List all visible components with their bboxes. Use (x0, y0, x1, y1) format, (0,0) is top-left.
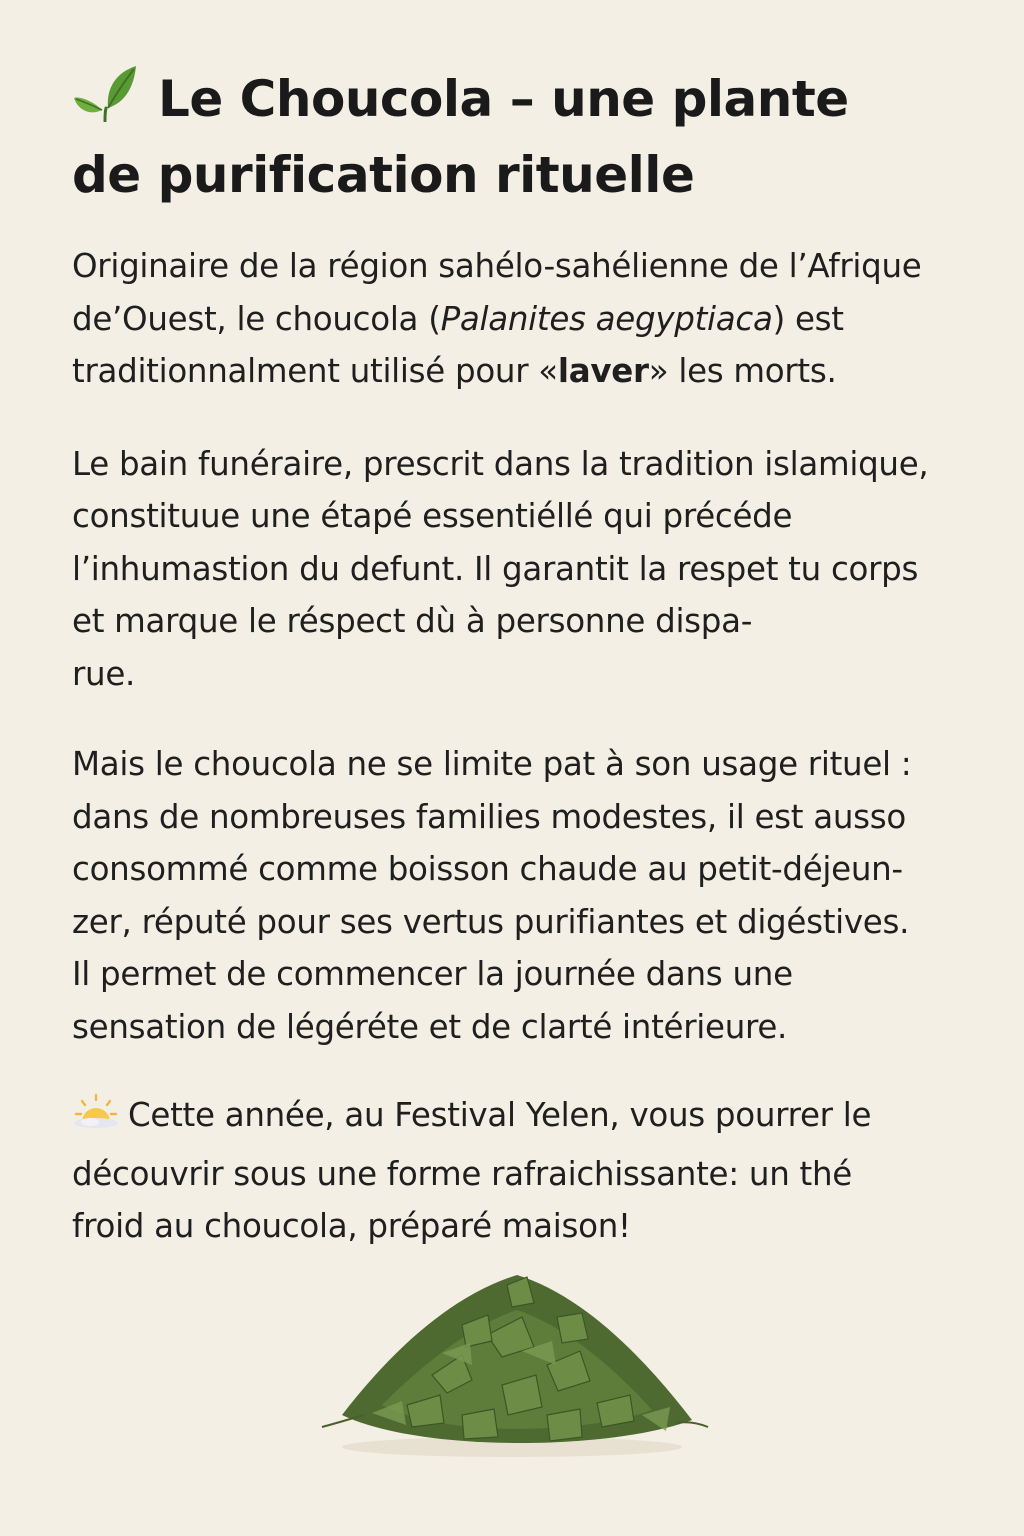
text-line: rue. (72, 654, 136, 693)
text-line (72, 293, 972, 346)
text-line: Originaire de la région sahélo-sahélienne de l’Afrique (72, 247, 922, 285)
emphasis-word: laver (557, 352, 649, 390)
text-line: sensation de légéréte et de clarté intérieure. (72, 1007, 788, 1046)
intro-paragraph (72, 240, 972, 398)
text-line: constituue une étapé essentiéllé qui précéde (72, 497, 793, 535)
text-line: Mais le choucola ne se limite pat à son usage rituel : (72, 745, 912, 783)
text-line (72, 345, 972, 398)
scientific-name: Palanites aegyptiaca (440, 299, 773, 338)
text-line: l’inhumastion du defunt. Il garantit la respet tu corps (72, 549, 919, 588)
leaf-icon (72, 64, 138, 140)
text-span: » les morts. (648, 352, 837, 390)
text-line: froid au choucola, préparé maison! (72, 1207, 631, 1245)
festival-paragraph (72, 1089, 972, 1253)
daily-use-paragraph (72, 738, 972, 1053)
text-line (72, 1089, 972, 1148)
funeral-paragraph (72, 438, 972, 701)
text-line: et marque le réspect dù à personne dispa- (72, 602, 753, 640)
text-span: traditionnalment utilisé pour « (72, 352, 558, 390)
title-line-1 (72, 64, 972, 140)
leaf-pile-drawing (312, 1255, 712, 1465)
text-line: découvrir sous une forme rafraichissante: un thé (72, 1154, 852, 1193)
page-title (72, 64, 972, 210)
title-text-1: Le Choucola – une plante (158, 70, 849, 128)
text-line: Il permet de commencer la journée dans une (72, 955, 793, 993)
title-line-2: de purification rituelle (72, 146, 695, 204)
text-span: de’Ouest, le choucola ( (72, 299, 441, 338)
text-line: Le bain funéraire, prescrit dans la tradition islamique, (72, 444, 929, 483)
sun-icon (72, 1092, 120, 1148)
text-span: Cette année, au Festival Yelen, vous pourrer le (128, 1096, 872, 1134)
text-line: zer, réputé pour ses vertus purifiantes et digéstives. (72, 902, 910, 941)
article (72, 64, 972, 1253)
text-span: ) est (772, 299, 844, 338)
text-line: dans de nombreuses families modestes, il est ausso (72, 797, 907, 836)
dried-leaves-image (312, 1255, 712, 1465)
text-line: consommé comme boisson chaude au petit-déjeun- (72, 850, 903, 888)
